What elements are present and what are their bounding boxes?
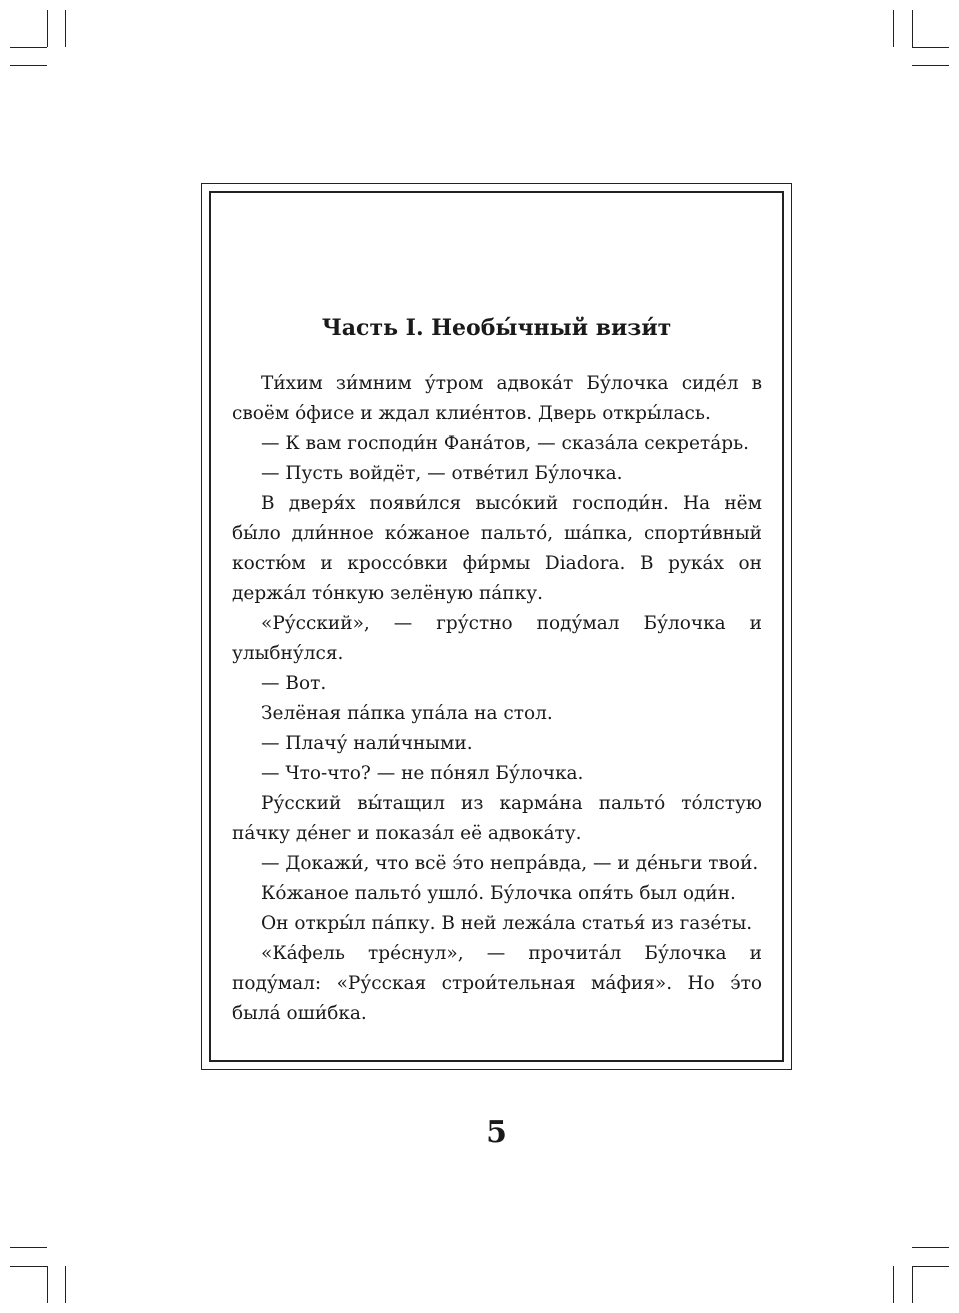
crop-mark (912, 10, 913, 47)
crop-mark (10, 1247, 47, 1248)
paragraph: В дверя́х появи́лся высо́кий господи́н. На нём бы́ло дли́нное ко́жаное пальто́, ша́пка, спорти́вный костю́м и кроссо́вки фи́рмы Diadora. В рука́х он держа́л то́нкую зелёную па́пку. (232, 493, 762, 604)
crop-mark (10, 65, 47, 66)
crop-mark (65, 1266, 66, 1303)
crop-mark (47, 1266, 48, 1303)
crop-mark (912, 1247, 949, 1248)
paragraph: — Докажи́, что всё э́то непра́вда, — и де́ньги твои́. (261, 853, 759, 874)
paragraph: Ко́жаное пальто́ ушло́. Бу́лочка опя́ть был оди́н. (261, 883, 736, 904)
crop-mark (912, 47, 949, 48)
body-text (232, 369, 762, 1029)
paragraph: — Плачу́ нали́чными. (261, 733, 473, 754)
crop-mark (893, 10, 894, 47)
paragraph: Ти́хим зи́мним у́тром адвока́т Бу́лочка сиде́л в своём о́фисе и ждал клие́нтов. Дверь откры́лась. (232, 373, 762, 424)
crop-mark (912, 1266, 949, 1267)
crop-mark (10, 47, 47, 48)
paragraph: — К вам господи́н Фана́тов, — сказа́ла секрета́рь. (261, 433, 750, 454)
crop-mark (47, 10, 48, 47)
paragraph: Он откры́л па́пку. В ней лежа́ла статья́ из газе́ты. (261, 913, 753, 934)
paragraph: Зелёная па́пка упа́ла на стол. (261, 703, 553, 724)
paragraph: — Вот. (261, 673, 327, 694)
crop-mark (893, 1266, 894, 1303)
paragraph: «Ка́фель тре́снул», — прочита́л Бу́лочка и поду́мал: «Ру́сская строи́тельная ма́фия». Но э́то была́ оши́бка. (232, 943, 762, 1024)
crop-mark (912, 65, 949, 66)
paragraph: «Ру́сский», — гру́стно поду́мал Бу́лочка и улыбну́лся. (232, 613, 762, 664)
paragraph: Ру́сский вы́тащил из карма́на пальто́ то́лстую па́чку де́нег и показа́л её адвока́ту. (232, 793, 762, 844)
crop-mark (912, 1266, 913, 1303)
paragraph: — Что-что? — не по́нял Бу́лочка. (261, 763, 584, 784)
page-number: 5 (486, 1115, 507, 1150)
chapter-title: Часть I. Необы́чный визи́т (321, 315, 672, 341)
paragraph: — Пусть войдёт, — отве́тил Бу́лочка. (261, 463, 623, 484)
crop-mark (10, 1266, 47, 1267)
crop-mark (65, 10, 66, 47)
